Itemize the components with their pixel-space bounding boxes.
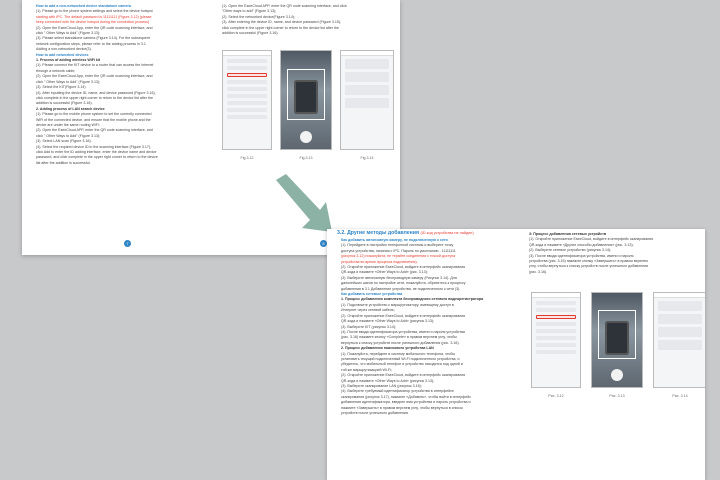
- text-line: (3). Выберите сканирование LAN (рисунок 3.16);: [341, 383, 422, 388]
- text-line: click complete in the upper right corner to return to the device list after the: [222, 25, 340, 30]
- text-line: (4). После ввода идентификатора устройства, имени и пароля устройства: [341, 329, 465, 334]
- text-line: (4). After inputting the device ID, name, and device password (Figure 3.16),: [36, 90, 156, 95]
- text-line: (2). Откройте приложение EseeCloud, войдите в интерфейс сканирования: [341, 313, 466, 318]
- text-line: (1). Перейдите в настройки телефонной системы и выберите точку: [341, 243, 454, 248]
- text-line: (1). Please go to the phone system settings and select the device hotspot: [36, 9, 153, 14]
- text-line: addition is successful (Figure 3.16).: [36, 101, 93, 106]
- text-line: (1). Пожалуйста, перейдите в систему мобильного телефона, чтобы: [341, 351, 456, 356]
- text-line: (рис. 3.16) нажмите кнопку «Complete» в правом верхнем углу, чтобы: [341, 335, 457, 340]
- text-line: (2). Select the networked device(Figure 3.14);: [222, 14, 295, 19]
- text-line: click " Other Ways to Add" (Figure 3.13);: [36, 79, 101, 84]
- text-line: 3: Процесс добавления сетевых устройств: [529, 232, 607, 236]
- text-line: device are under the same routing WiFi;: [36, 122, 100, 127]
- text-line: QR-кода и нажмите «Другие способы добавления» (рис. 3.13);: [529, 242, 634, 247]
- heading-title: 3.2. Другие методы добавления: [337, 230, 419, 236]
- text-line: QR-кода и нажмите «Other Ways to Add» (рисунок 3.13);: [341, 319, 435, 324]
- text-line: добавления идентификатора, введите имя устройства и пароль устройства и: [341, 400, 471, 405]
- text-line: (рис. 3.16).: [529, 269, 548, 274]
- text-line: network configuration steps, please refer to the adding process in 3.1: [36, 41, 146, 46]
- text-line: How to add a non-networked device standalone camera: [36, 4, 131, 8]
- text-line: (1). Откройте приложение EseeCloud, войдите в интерфейс сканирования: [529, 237, 654, 242]
- text-line: (4). Select the required device ID in the scanning interface (Figure 3.17),: [36, 144, 152, 149]
- text-line: доступа устройства, начиная с IPC. Пароль по умолчанию - 11111111: [341, 248, 456, 253]
- text-line: starting with IPC. The default password is 11111111 (Figure 3.12) (please: [36, 14, 152, 19]
- text-line: 2. Процесс добавления поискового устройства LAN: [341, 346, 434, 351]
- en-right-column: [222, 4, 347, 36]
- en-left-column: [36, 4, 158, 166]
- text-line: устройства (рис. 3.15) нажмите кнопку «Завершить» в правом верхнем: [529, 259, 648, 264]
- text-line: Adding a non-networked device(3).: [36, 47, 92, 52]
- text-line: (1). Please connect the KIT device to a router that can access the Internet: [36, 63, 154, 68]
- text-line: click " Other Ways to Add" (Figure 3.13);: [36, 133, 101, 138]
- text-line: (3). Please select standalone camera (Figure 3.14). For the subsequent: [36, 36, 150, 41]
- text-line: list after the addition is successful.: [36, 160, 91, 165]
- text-line: (1). Подключите устройство к маршрутизатору, имеющему доступ в: [341, 302, 454, 307]
- text-line: 1. Процесс добавления комплекта беспроводного сетевого видеорегистратора: [341, 297, 484, 302]
- arrow-down-right-icon: [272, 172, 336, 236]
- english-document-page: [22, 0, 400, 255]
- text-line: click " Other Ways to Add" (Figure 3.13);: [36, 31, 101, 36]
- text-line: (1). Please go to the mobile phone system to set the currently connected: [36, 112, 152, 117]
- text-line: click Add to enter the ID adding interface, enter the device name and device: [36, 149, 157, 154]
- qr-scan-screenshot: [280, 50, 332, 150]
- text-line: сканирования (рисунок 3.17), нажмите «Добавить», чтобы войти в интерфейс: [341, 394, 472, 399]
- text-line: (рисунок 3.12) пожалуйста, не теряйте соединения с точкой доступа: [341, 254, 456, 259]
- figure-caption: Рис. 3.13: [609, 394, 625, 398]
- text-line: (2). Open the EseeCloud App, enter the QR code scanning interface, and: [36, 25, 153, 30]
- figure-caption: Fig.3.14: [360, 156, 374, 160]
- add-device-screenshot: [340, 50, 394, 150]
- text-line: (2). Open the EseeCloud App, enter the QR code scanning interface, and: [36, 74, 153, 79]
- text-line: (3). Выберите KIT (рисунок 3.14);: [341, 324, 397, 329]
- text-line: 1. Process of adding wireless WiFi kit: [36, 58, 101, 63]
- text-line: keep connected with the device hotspot during the connection process): [36, 20, 150, 25]
- text-line: (3). Select the KIT(Figure 3.14): [36, 85, 86, 90]
- text-line: Как добавить автономную камеру, не подключенную к сети: [341, 238, 448, 242]
- text-line: убедитесь, что мобильный телефон и устройство находятся под одной и: [341, 362, 463, 367]
- qr-scan-screenshot: [591, 292, 643, 388]
- text-line: 2. Adding process of LAN search device: [36, 106, 105, 111]
- text-line: углу, чтобы вернуться к списку устройств после успешного добавления: [529, 264, 649, 269]
- text-line: (3). Выберите автономную беспроводную камеру (Рисунок 3.14). Для: [341, 275, 457, 280]
- text-line: (4). Выберите требуемый идентификатор устройства в интерфейсе: [341, 389, 455, 394]
- heading-note: (ID-код устройства не найден): [420, 231, 474, 235]
- text-line: through a network cable;: [36, 68, 76, 73]
- text-line: устройства во время процесса подключения);: [341, 259, 418, 264]
- text-line: дальнейших шагов по настройке сети, пожалуйста, обратитесь к процессу: [341, 281, 466, 286]
- ru-left-column: [341, 238, 483, 416]
- text-line: нажмите «Завершить» в правом верхнем углу, чтобы вернуться в список: [341, 405, 463, 410]
- text-line: (2). Open the EseeCloud APP, enter the QR code scanning interface, and: [36, 128, 153, 133]
- text-line: click complete in the upper right corner to return to the device list after the: [36, 95, 154, 100]
- figure-caption: Рис. 3.14: [672, 394, 688, 398]
- text-line: (2). Откройте приложение EseeCloud, войдите в интерфейс сканирования: [341, 373, 466, 378]
- text-line: QR-кода и нажмите «Other Ways to Add» (рис. 3.13);: [341, 270, 428, 275]
- page-number-badge: 8: [320, 240, 327, 247]
- text-line: (3). После ввода идентификатора устройства, имени и пароля: [529, 253, 634, 258]
- text-line: addition is successful (Figure 3.16).: [222, 31, 279, 36]
- text-line: (3). Select LAN scan (Figure 3.16);: [36, 139, 92, 144]
- text-line: той же маршрутизацией Wi-Fi;: [341, 367, 392, 372]
- text-line: (2). Откройте приложение EseeCloud, войдите в интерфейс сканирования: [341, 265, 466, 270]
- phone-settings-screenshot: [222, 50, 272, 150]
- ru-figure-row: [531, 292, 705, 398]
- text-line: (3). After entering the device ID, name, and device password (Figure 3.15),: [222, 20, 342, 25]
- phone-settings-screenshot: [531, 292, 581, 388]
- en-figure-row: [222, 50, 394, 160]
- text-line: "Other ways to add" (Figure 3.13);: [222, 9, 277, 14]
- text-line: Интернет через сетевой кабель;: [341, 308, 395, 313]
- russian-document-page: [327, 229, 705, 480]
- text-line: (2). Выберите сетевое устройство (рисунок 3.14);: [529, 248, 612, 253]
- text-line: вернуться к списку устройств после успешного добавления (рис. 3.16).: [341, 340, 460, 345]
- text-line: устройств после успешного добавления: [341, 411, 408, 415]
- text-line: Как добавить сетевые устройства: [341, 292, 403, 297]
- figure-caption: Рис. 3.12: [548, 394, 564, 398]
- figure-caption: Fig.3.13: [299, 156, 313, 160]
- text-line: добавления в 3.1 Добавление устройства, не подключенного к сети (3).: [341, 286, 461, 291]
- text-line: установить текущий подключенный Wi-Fi подключенного устройства, и: [341, 356, 460, 361]
- text-line: password, and click complete in the upper right corner to return to the device: [36, 155, 158, 160]
- text-line: How to add networked devices: [36, 52, 89, 57]
- ru-right-column: [529, 232, 653, 275]
- text-line: QR-кода и нажмите «Other Ways to Add» (рисунок 3.13);: [341, 378, 435, 383]
- figure-caption: Fig.3.12: [240, 156, 254, 160]
- add-device-screenshot: [653, 292, 705, 388]
- text-line: (1). Open the EseeCloud APP, enter the QR code scanning interface, and click: [222, 4, 347, 8]
- page-number-badge: 7: [124, 240, 131, 247]
- text-line: WiFi of the connected device, and ensure that the mobile phone and the: [36, 117, 151, 122]
- section-heading: [337, 230, 474, 237]
